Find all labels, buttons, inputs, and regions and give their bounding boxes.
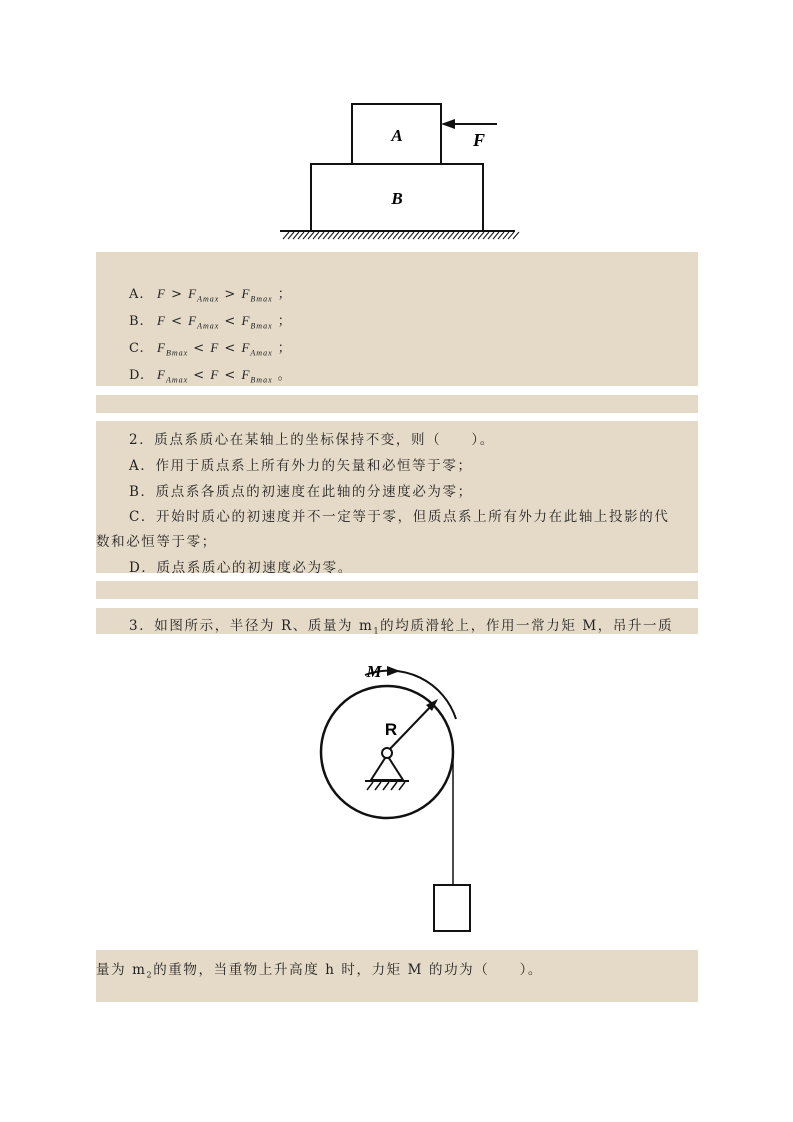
blocks-figure (275, 95, 520, 245)
hanging-weight (434, 885, 470, 931)
q2-stem: 2．质点系质心在某轴上的坐标保持不变，则（ ）。 (129, 432, 495, 448)
q3-cont-post: 的重物，当重物上升高度 h 时，力矩 M 的功为（ ）。 (153, 962, 544, 978)
hatch-stroke (288, 232, 294, 239)
hatch-stroke (463, 232, 469, 239)
q2-option-a: A．作用于质点系上所有外力的矢量和必恒等于零； (129, 458, 473, 474)
hatch-stroke (403, 232, 409, 239)
force-symbol: F (210, 367, 220, 382)
hatch-stroke (393, 232, 399, 239)
force-symbol: F (210, 340, 220, 355)
relation: < (219, 314, 242, 329)
hatch-stroke (508, 232, 514, 239)
force-subscript: Amax (197, 321, 220, 331)
q3-stem-post: 的均质滑轮上，作用一常力矩 M，吊升一质 (380, 618, 674, 634)
radius-label: R (384, 720, 398, 739)
q3-continuation (96, 958, 543, 980)
q1-option-d (129, 364, 292, 385)
force-symbol: F (241, 313, 251, 328)
q2-option-c-line1: C．开始时质心的初速度并不一定等于零，但质点系上所有外力在此轴上投影的代 (129, 509, 670, 525)
option-label: A. (129, 287, 145, 302)
option-end: ； (272, 314, 292, 329)
force-subscript: Amax (250, 348, 273, 358)
relation: < (219, 341, 242, 356)
hatch-stroke (293, 232, 299, 239)
hatch-stroke (313, 232, 319, 239)
hatch-stroke (418, 232, 424, 239)
hatch-stroke (328, 232, 334, 239)
q3-stem-sub: 1 (373, 626, 381, 636)
hatch-stroke (428, 232, 434, 239)
q3-cont-sub: 2 (146, 970, 154, 980)
hatch-stroke (358, 232, 364, 239)
hatch-stroke (368, 232, 374, 239)
pulley-figure (305, 655, 480, 940)
q3-stem (129, 614, 673, 636)
force-subscript: Amax (165, 375, 189, 385)
hatch-stroke (343, 232, 349, 239)
hatch-stroke (483, 232, 489, 239)
force-symbol: F (188, 313, 198, 328)
hatch-stroke (408, 232, 414, 239)
option-label: C. (129, 341, 145, 356)
hatch-stroke (498, 232, 504, 239)
force-subscript: Bmax (165, 348, 189, 358)
q1-option-c (129, 337, 292, 358)
force-subscript: Bmax (250, 294, 273, 304)
force-subscript: Bmax (250, 321, 273, 331)
hatch-stroke (318, 232, 324, 239)
hatch-stroke (388, 232, 394, 239)
ground-hatch (283, 232, 519, 239)
force-symbol: F (188, 286, 198, 301)
hatch-stroke (413, 232, 419, 239)
relation: < (188, 368, 211, 383)
force-subscript: Bmax (250, 375, 273, 385)
q2-option-b: B．质点系各质点的初速度在此轴的分速度必为零； (129, 484, 473, 500)
hatch-stroke (478, 232, 484, 239)
hatch-stroke (338, 232, 344, 239)
hatch-stroke (323, 232, 329, 239)
hatch-stroke (513, 232, 519, 239)
block-a-label: A (391, 126, 403, 145)
option-label: B. (129, 314, 145, 329)
hatch-stroke (473, 232, 479, 239)
relation: > (165, 287, 189, 302)
relation: > (219, 287, 242, 302)
moment-label: M (366, 662, 382, 681)
separator-band (96, 395, 698, 413)
hatch-stroke (443, 232, 449, 239)
moment-arrowhead (387, 666, 400, 676)
hatch-stroke (333, 232, 339, 239)
force-arrowhead (441, 119, 455, 129)
relation: < (188, 341, 211, 356)
hatch-stroke (373, 232, 379, 239)
hatch-stroke (298, 232, 304, 239)
hatch-stroke (448, 232, 454, 239)
option-end: 。 (272, 368, 292, 383)
q1-option-a (129, 283, 292, 304)
hatch-stroke (503, 232, 509, 239)
hatch-stroke (303, 232, 309, 239)
hatch-stroke (433, 232, 439, 239)
force-symbol: F (157, 340, 166, 355)
hatch-stroke (438, 232, 444, 239)
pivot-pin (382, 748, 392, 758)
hatch-stroke (458, 232, 464, 239)
q3-stem-pre: 3．如图所示，半径为 R、质量为 m (129, 618, 374, 634)
hatch-stroke (308, 232, 314, 239)
hatch-stroke (353, 232, 359, 239)
hatch-stroke (348, 232, 354, 239)
block-b-label: B (391, 189, 403, 208)
relation: < (165, 314, 189, 329)
separator-band-2 (96, 581, 698, 599)
q1-option-b (129, 310, 292, 331)
hatch-stroke (468, 232, 474, 239)
hatch-stroke (363, 232, 369, 239)
force-symbol: F (241, 340, 251, 355)
force-symbol: F (157, 286, 166, 301)
hatch-stroke (488, 232, 494, 239)
force-label: F (472, 130, 486, 150)
hatch-stroke (378, 232, 384, 239)
force-symbol: F (241, 286, 251, 301)
force-symbol: F (157, 313, 166, 328)
option-end: ； (272, 341, 292, 356)
option-end: ； (272, 287, 292, 302)
q2-option-d: D．质点系质心的初速度必为零。 (129, 560, 353, 576)
hatch-stroke (453, 232, 459, 239)
hatch-stroke (398, 232, 404, 239)
hatch-stroke (423, 232, 429, 239)
force-symbol: F (241, 367, 251, 382)
option-label: D. (129, 368, 146, 383)
relation: < (219, 368, 242, 383)
force-symbol: F (157, 367, 166, 382)
q3-cont-pre: 量为 m (96, 962, 147, 978)
hatch-stroke (383, 232, 389, 239)
hatch-stroke (283, 232, 289, 239)
q2-option-c-line2: 数和必恒等于零； (96, 534, 217, 550)
hatch-stroke (493, 232, 499, 239)
force-subscript: Amax (197, 294, 220, 304)
